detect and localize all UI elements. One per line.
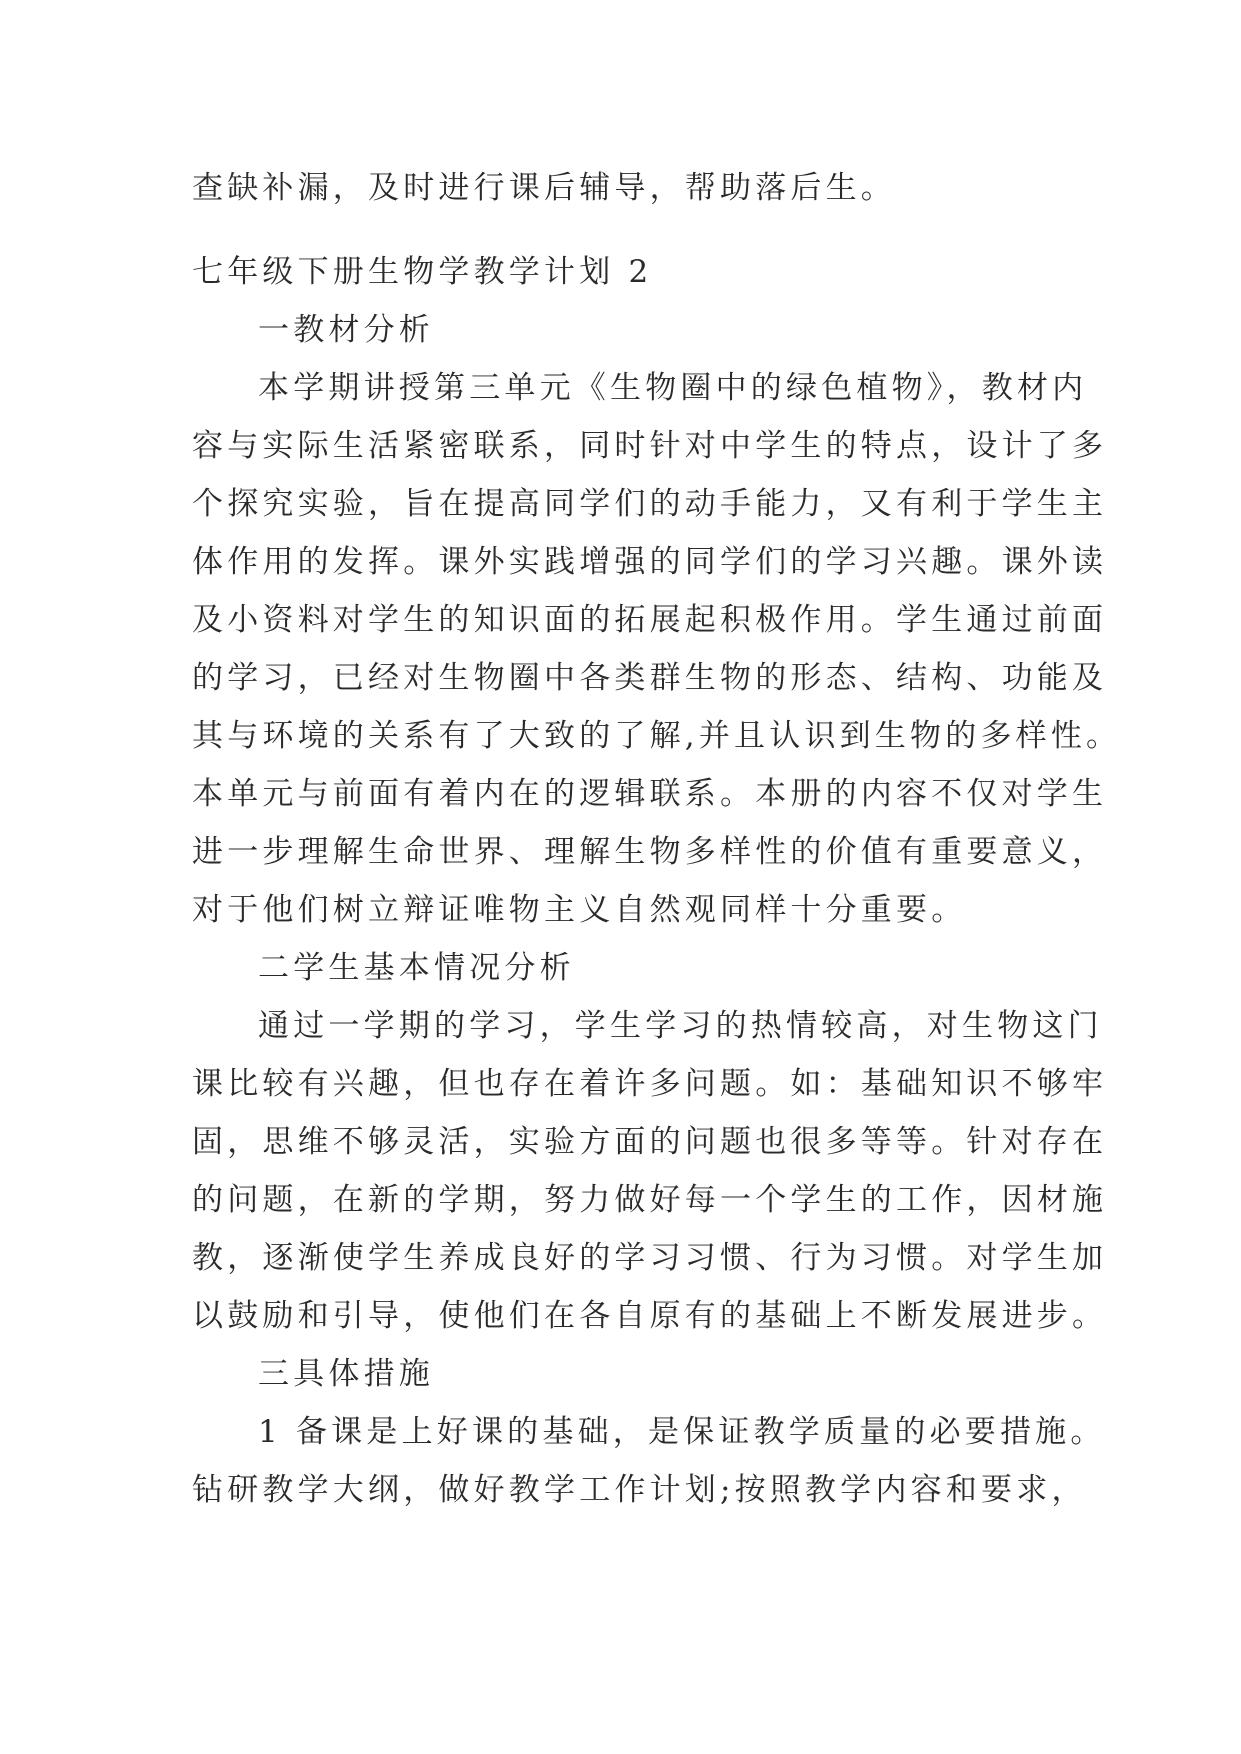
paragraph-line: 通过一学期的学习，学生学习的热情较高，对生物这门 bbox=[258, 1008, 1103, 1044]
heading-textbook-analysis: 一教材分析 bbox=[258, 312, 434, 348]
paragraph-line: 1 备课是上好课的基础，是保证教学质量的必要措施。 bbox=[258, 1414, 1106, 1450]
paragraph-line: 其与环境的关系有了大致的了解,并且认识到生物的多样性。 bbox=[192, 718, 1122, 754]
text-line: 查缺补漏，及时进行课后辅导，帮助落后生。 bbox=[192, 170, 896, 206]
paragraph-line: 容与实际生活紧密联系，同时针对中学生的特点，设计了多 bbox=[192, 428, 1108, 464]
section-title: 七年级下册生物学教学计划 2 bbox=[192, 254, 653, 290]
heading-student-analysis: 二学生基本情况分析 bbox=[258, 950, 575, 986]
paragraph-line: 固，思维不够灵活，实验方面的问题也很多等等。针对存在 bbox=[192, 1124, 1108, 1160]
paragraph-line: 及小资料对学生的知识面的拓展起积极作用。学生通过前面 bbox=[192, 602, 1108, 638]
paragraph-line: 钻研教学大纲，做好教学工作计划;按照教学内容和要求， bbox=[192, 1472, 1087, 1508]
paragraph-line: 个探究实验，旨在提高同学们的动手能力，又有利于学生主 bbox=[192, 486, 1108, 522]
heading-measures: 三具体措施 bbox=[258, 1356, 434, 1392]
paragraph-line: 体作用的发挥。课外实践增强的同学们的学习兴趣。课外读 bbox=[192, 544, 1108, 580]
paragraph-line: 的学习，已经对生物圈中各类群生物的形态、结构、功能及 bbox=[192, 660, 1108, 696]
paragraph-line: 教，逐渐使学生养成良好的学习习惯、行为习惯。对学生加 bbox=[192, 1240, 1108, 1276]
paragraph-line: 本学期讲授第三单元《生物圈中的绿色植物》，教材内 bbox=[258, 370, 1088, 406]
paragraph-line: 进一步理解生命世界、理解生物多样性的价值有重要意义， bbox=[192, 834, 1108, 870]
paragraph-line: 以鼓励和引导，使他们在各自原有的基础上不断发展进步。 bbox=[192, 1298, 1108, 1334]
paragraph-line: 课比较有兴趣，但也存在着许多问题。如：基础知识不够牢 bbox=[192, 1066, 1108, 1102]
paragraph-line: 的问题，在新的学期，努力做好每一个学生的工作，因材施 bbox=[192, 1182, 1108, 1218]
paragraph-line: 本单元与前面有着内在的逻辑联系。本册的内容不仅对学生 bbox=[192, 776, 1108, 812]
paragraph-line: 对于他们树立辩证唯物主义自然观同样十分重要。 bbox=[192, 892, 967, 928]
